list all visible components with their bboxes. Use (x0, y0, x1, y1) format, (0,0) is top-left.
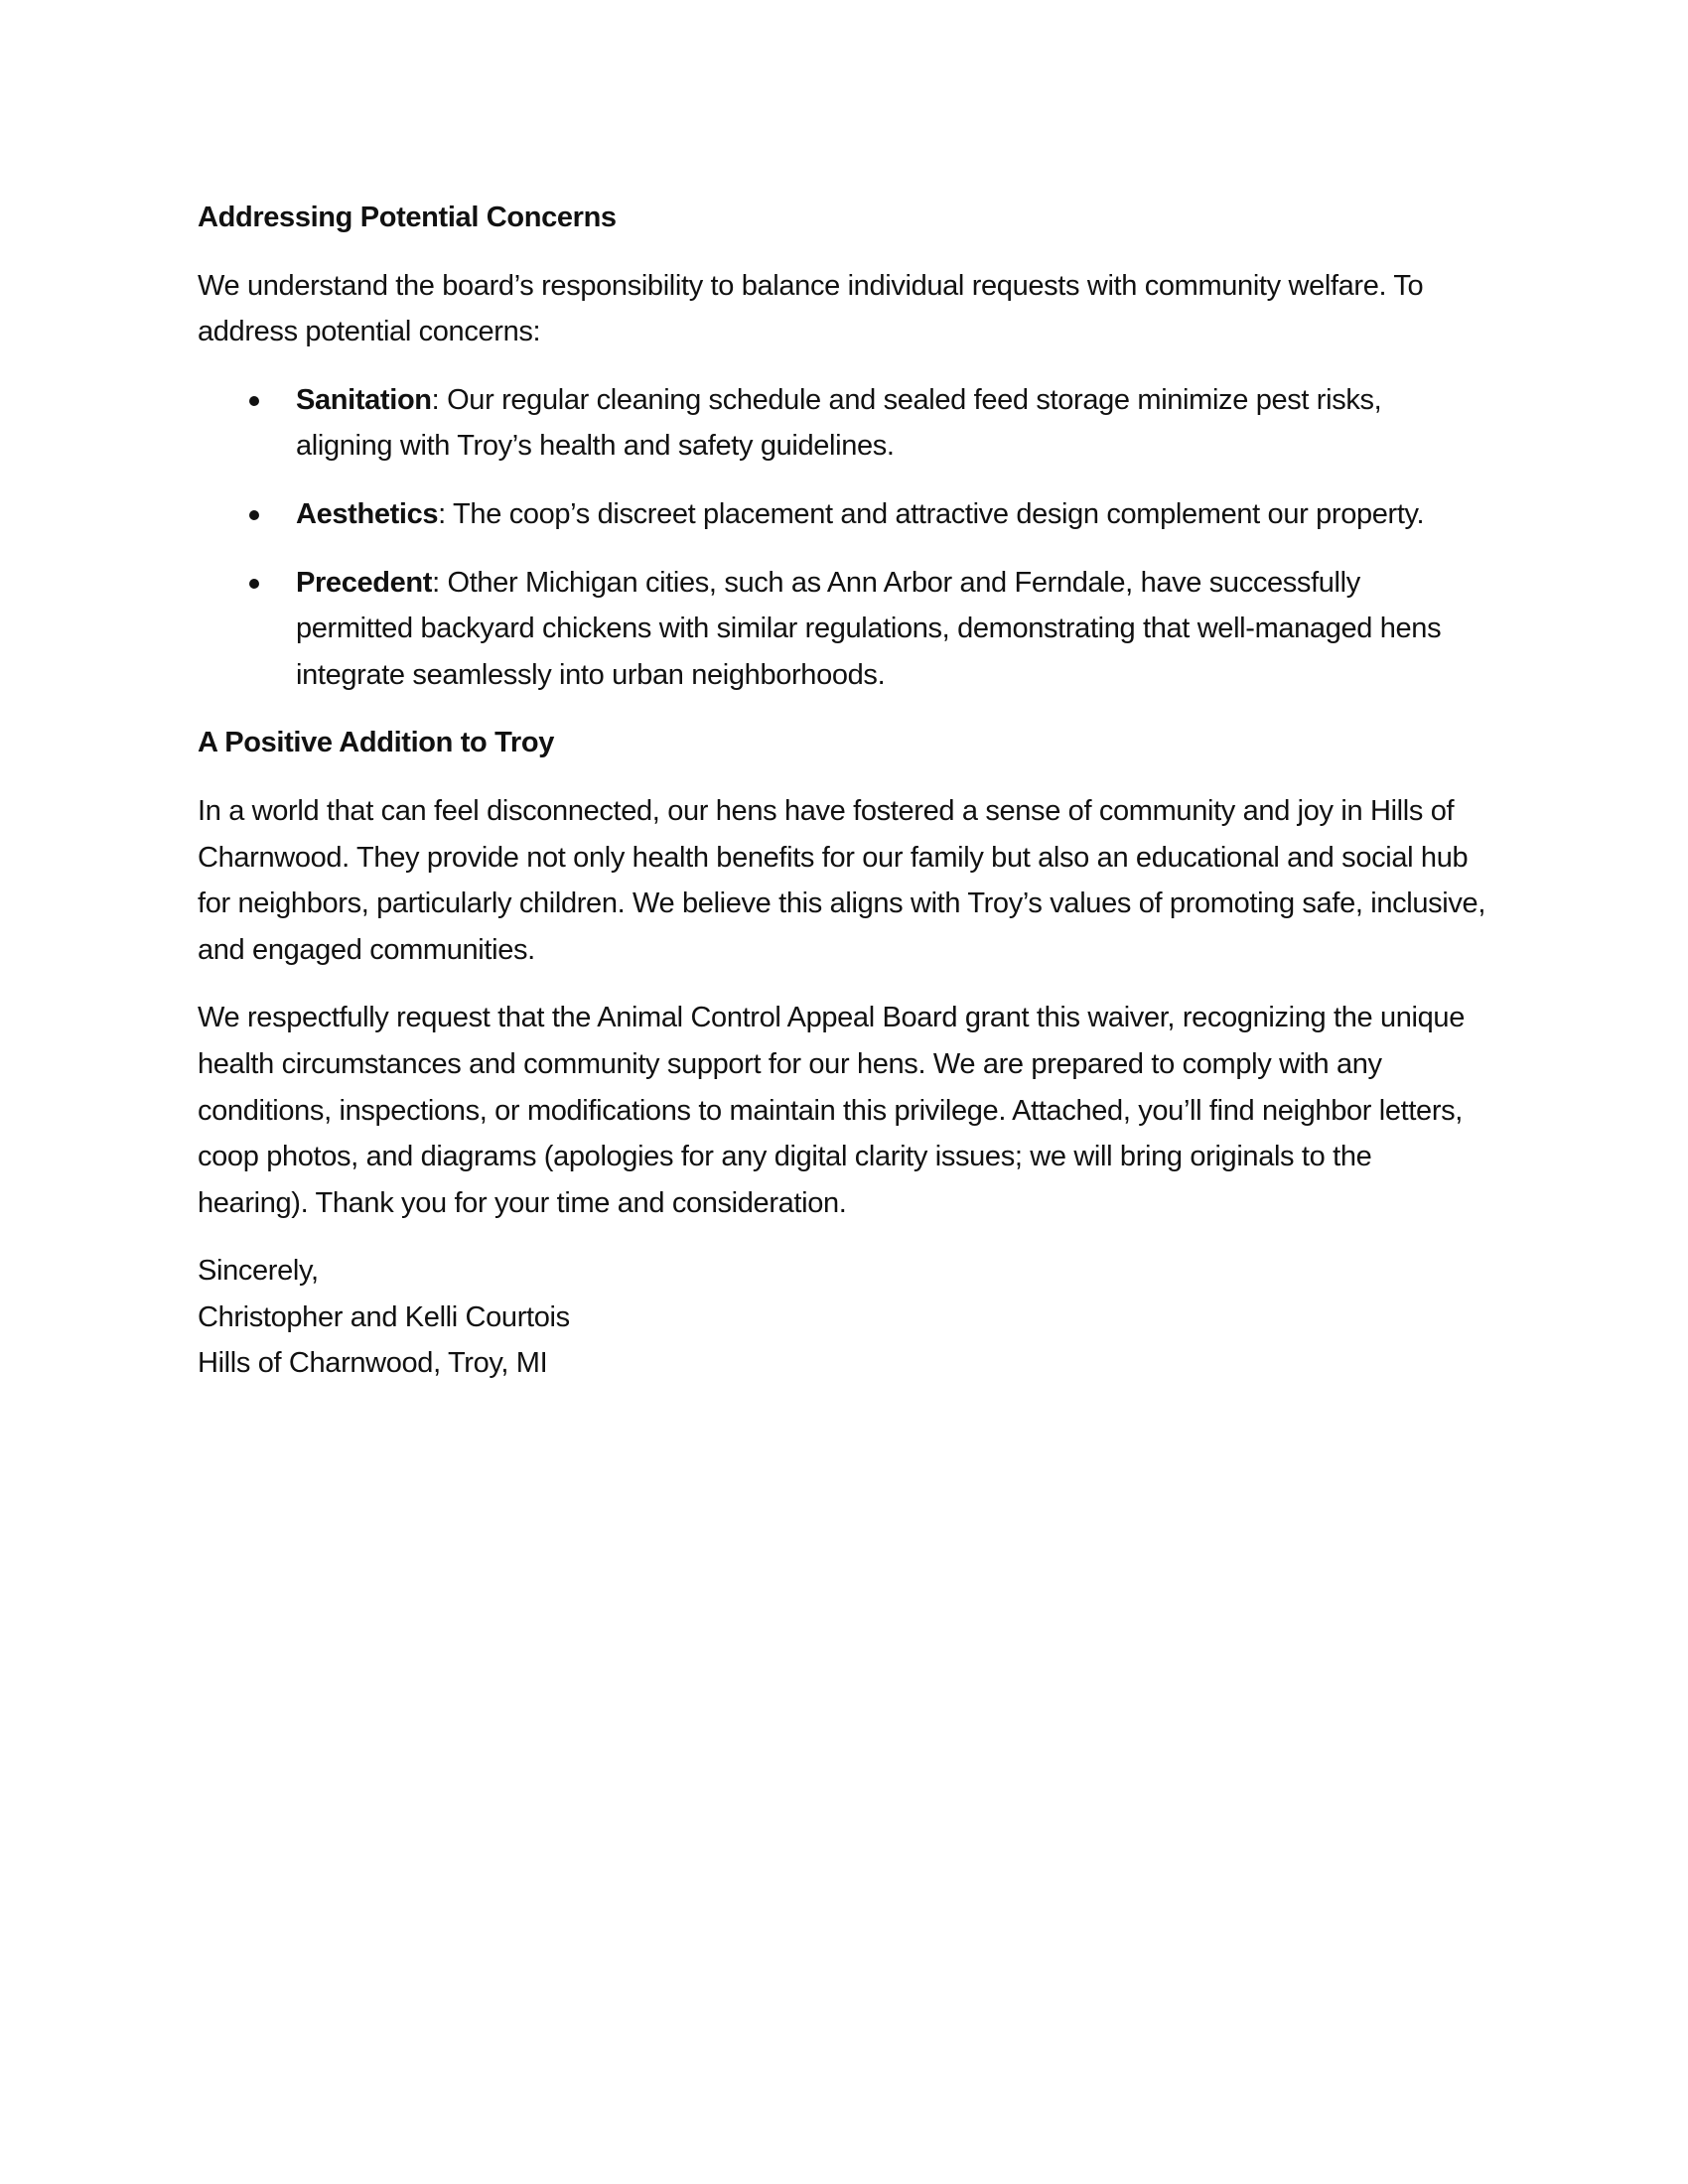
bullet-term: Aesthetics (296, 497, 439, 530)
signature-block (198, 1248, 1488, 1387)
concerns-bullet-list (198, 377, 1488, 699)
signature-closing: Sincerely, (198, 1255, 319, 1288)
bullet-icon (249, 396, 259, 406)
letter-page (198, 195, 1488, 1387)
bullet-item-aesthetics (198, 491, 1488, 538)
section-heading-concerns: Addressing Potential Concerns (198, 202, 617, 233)
signature-location: Hills of Charnwood, Troy, MI (198, 1347, 548, 1380)
bullet-icon (249, 510, 259, 520)
bullet-item-sanitation (198, 377, 1488, 470)
community-paragraph: In a world that can feel disconnected, our hens have fostered a sense of community and joy in Hills of Charnwood. They provide not only health benefits for our family but also an educational and social hub for neighbors, particularly children. We believe this aligns with Troy’s values of promoting safe, inclusive, and engaged communities. (198, 794, 1486, 966)
bullet-text: : Our regular cleaning schedule and sealed feed storage minimize pest risks, aligning with Troy’s health and safety guidelines. (296, 383, 1382, 463)
concerns-intro-paragraph: We understand the board’s responsibility to balance individual requests with community welfare. To address potential concerns: (198, 269, 1424, 348)
request-paragraph: We respectfully request that the Animal Control Appeal Board grant this waiver, recognizing the unique health circumstances and community support for our hens. We are prepared to comply with any conditions, inspections, or modifications to maintain this privilege. Attached, you’ll find neighbor letters, coop photos, and diagrams (apologies for any digital clarity issues; we will bring originals to the hearing). Thank you for your time and consideration. (198, 1002, 1465, 1219)
bullet-text: : The coop’s discreet placement and attractive design complement our property. (438, 497, 1425, 530)
bullet-icon (249, 579, 259, 589)
section-heading-positive-addition: A Positive Addition to Troy (198, 727, 554, 759)
bullet-term: Sanitation (296, 383, 432, 416)
signature-names: Christopher and Kelli Courtois (198, 1300, 570, 1333)
bullet-item-precedent (198, 560, 1488, 699)
bullet-text: : Other Michigan cities, such as Ann Arbor and Ferndale, have successfully permitted backyard chickens with similar regulations, demonstrating that well-managed hens integrate seamlessly into urban neighborhoods. (296, 566, 1442, 691)
bullet-term: Precedent (296, 566, 433, 599)
